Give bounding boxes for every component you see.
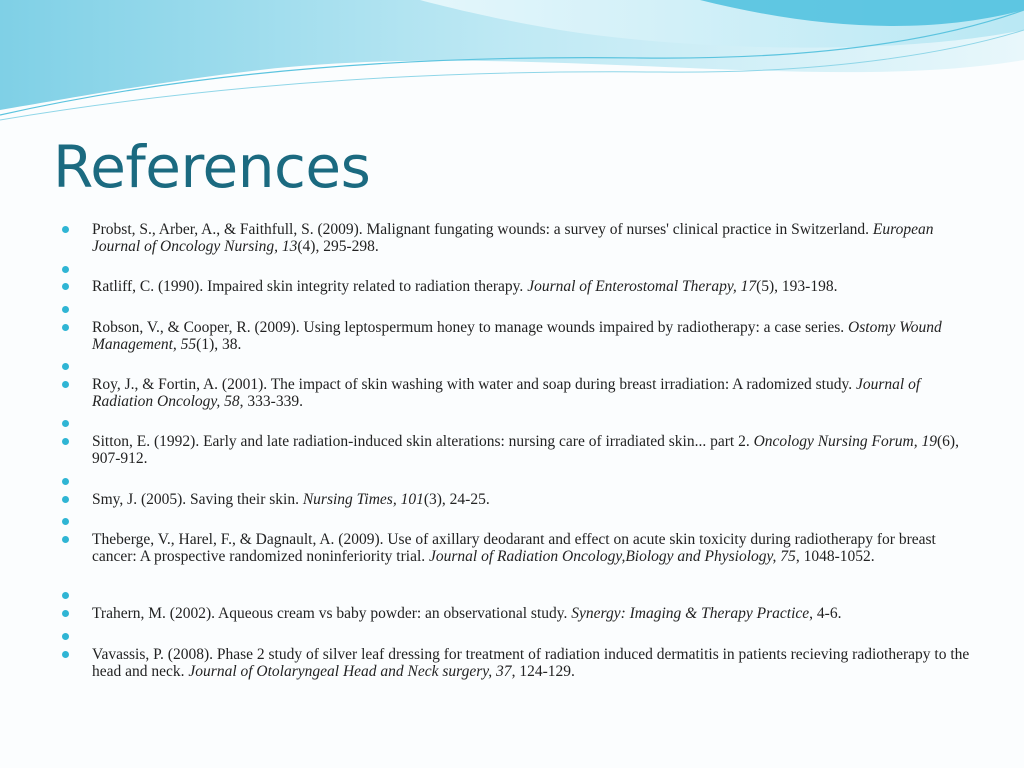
reference-text: Trahern, M. (2002). Aqueous cream vs baby powder: an observational study. Synergy: Imaging & Therapy Practice, 4-6. [92, 605, 842, 622]
bullet-icon [62, 478, 69, 485]
slide-title: References [53, 133, 371, 201]
bullet-icon [62, 610, 69, 617]
bullet-icon [62, 518, 69, 525]
bullet-icon [62, 536, 69, 543]
reference-text: Ratliff, C. (1990). Impaired skin integrity related to radiation therapy. Journal of Enterostomal Therapy, 17(5), 193-198. [92, 278, 838, 295]
reference-text: Vavassis, P. (2008). Phase 2 study of silver leaf dressing for treatment of radiation induced dermatitis in patients recieving radiotherapy to the head and neck. Journal of Otolaryngeal Head and Neck surgery, 37, 124-129. [92, 646, 970, 680]
bullet-icon [62, 381, 69, 388]
bullet-icon [62, 283, 69, 290]
bullet-icon [62, 438, 69, 445]
bullet-icon [62, 420, 69, 427]
reference-text: Smy, J. (2005). Saving their skin. Nursing Times, 101(3), 24-25. [92, 491, 490, 508]
bullet-icon [62, 226, 69, 233]
reference-text: Theberge, V., Harel, F., & Dagnault, A. (2009). Use of axillary deodarant and effect on acute skin toxicity during radiotherapy for breast cancer: A prospective randomized noninferiority trial. Journal of Radiation Oncology,Biology and Physiology, 75, 1048-1052. [92, 531, 936, 565]
bullet-icon [62, 324, 69, 331]
reference-text: Probst, S., Arber, A., & Faithfull, S. (2009). Malignant fungating wounds: a survey of nurses' clinical practice in Switzerland. European Journal of Oncology Nursing, 13(4), 295-298. [92, 221, 934, 255]
bullet-icon [62, 266, 69, 273]
reference-text: Roy, J., & Fortin, A. (2001). The impact of skin washing with water and soap during breast irradiation: A radomized study. Journal of Radiation Oncology, 58, 333-339. [92, 376, 921, 410]
bullet-icon [62, 496, 69, 503]
bullet-icon [62, 306, 69, 313]
bullet-icon [62, 651, 69, 658]
bullet-icon [62, 592, 69, 599]
reference-text: Robson, V., & Cooper, R. (2009). Using leptospermum honey to manage wounds impaired by radiotherapy: a case series. Ostomy Wound Management, 55(1), 38. [92, 319, 942, 353]
bullet-icon [62, 633, 69, 640]
reference-text: Sitton, E. (1992). Early and late radiation-induced skin alterations: nursing care of irradiated skin... part 2. Oncology Nursing Forum, 19(6), 907-912. [92, 433, 959, 467]
bullet-icon [62, 363, 69, 370]
